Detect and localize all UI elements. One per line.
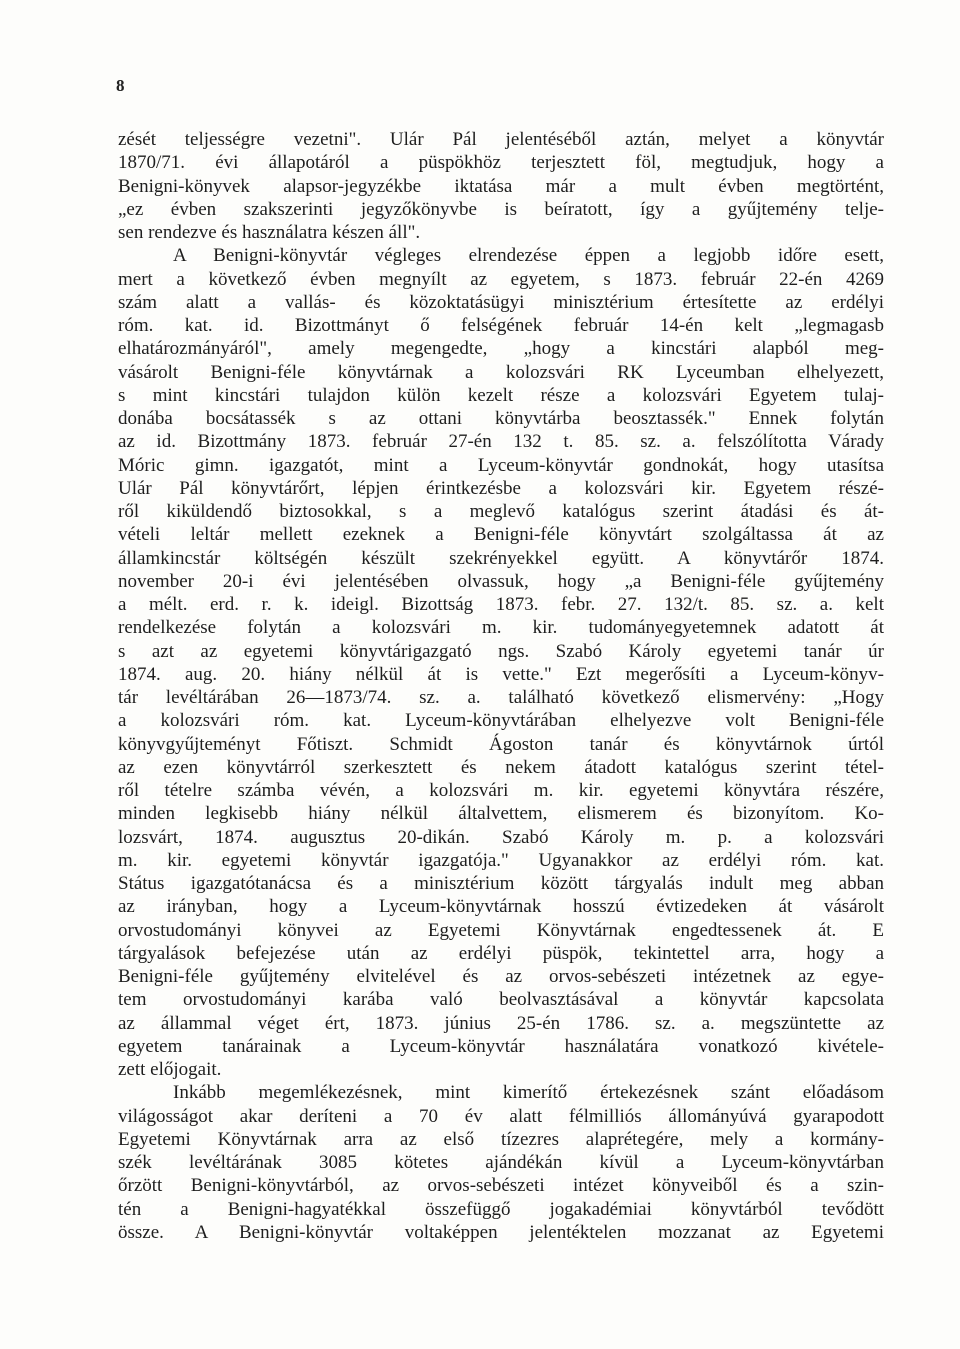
text-line: zett előjogait. — [118, 1059, 222, 1080]
text-line: Inkább megemlékezésnek, mint kimerítő értekezésnek szánt előadásom — [173, 1082, 884, 1104]
text-line: az állammal véget ért, 1873. június 25-én 1786. sz. a. megszüntette az — [118, 1012, 884, 1034]
text-line: az irányban, hogy a Lyceum-könyvtárnak hosszú évtizedeken át vásárolt — [118, 896, 884, 918]
text-line: össze. A Benigni-könyvtár voltaképpen jelentéktelen mozzanat az Egyetemi — [118, 1221, 884, 1243]
text-line: vételi leltár mellett ezeknek a Benigni-féle könyvtárt szolgáltassa át az — [118, 524, 884, 546]
text-line: m. kir. egyetemi könyvtár igazgatója." Ugyanakkor az erdélyi róm. kat. — [118, 849, 884, 871]
text-line: ről kiküldendő biztosokkal, s a meglevő katalógus szerint átadási és át- — [118, 501, 884, 522]
text-line: vásárolt Benigni-féle könyvtárnak a kolozsvári RK Lyceumban elhelyezett, — [118, 361, 884, 383]
text-line: ről tételre számba vévén, a kolozsvári m. kir. egyetemi könyvtára részére, — [118, 780, 884, 801]
text-line: november 20-i évi jelentésében olvassuk, hogy „a Benigni-féle gyűjtemény — [118, 570, 884, 592]
text-line: sen rendezve és használatra készen áll". — [118, 222, 421, 243]
text-line: róm. kat. id. Bizottmányt ő felségének február 14-én kelt „legmagasb — [118, 315, 884, 336]
text-line: Benigni-féle gyűjtemény elvitelével és az orvos-sebészeti intézetnek az egye- — [118, 966, 884, 987]
text-line: lozsvárt, 1874. augusztus 20-dikán. Szabó Károly m. p. a kolozsvári — [118, 826, 884, 848]
text-line: donába bocsátassék s az ottani könyvtárba beosztassék." Ennek folytán — [118, 408, 884, 429]
text-line: a mélt. erd. r. k. ideigl. Bizottság 1873. febr. 27. 132/t. 85. sz. a. kelt — [118, 594, 884, 615]
text-line: az id. Bizottmány 1873. február 27-én 132 t. 85. sz. a. felszólította Várady — [118, 431, 884, 453]
text-line: A Benigni-könyvtár végleges elrendezése éppen a legjobb időre esett, — [173, 245, 884, 267]
text-line: Móric gimn. igazgatót, mint a Lyceum-könyvtár gondnokát, hogy utasítsa — [118, 454, 884, 476]
text-line: rendelkezése folytán a kolozsvári m. kir. tudományegyetemnek adatott át — [118, 617, 884, 639]
text-line: Egyetemi Könyvtárnak arra az első tízezres alaprétegére, mely a kormány- — [118, 1128, 884, 1150]
text-line: az ezen könyvtárról szerkesztett és nekem átadott katalógus szerint tétel- — [118, 756, 884, 778]
text-line: egyetem tanárainak a Lyceum-könyvtár használatára vonatkozó kivétele- — [118, 1035, 884, 1057]
text-line: tén a Benigni-hagyatékkal összefüggő jogakadémiai könyvtárból tevődött — [118, 1198, 884, 1220]
text-line: Benigni-könyvek alapsor-jegyzékbe iktatása már a mult évben megtörtént, — [118, 175, 884, 197]
text-line: könyvgyűjteményt Főtiszt. Schmidt Ágoston tanár és könyvtárnok úrtól — [118, 733, 884, 755]
text-line: szék levéltárának 3085 kötetes ajándékán kívül a Lyceum-könyvtárban — [118, 1152, 884, 1173]
text-line: világosságot akar deríteni a 70 év alatt félmilliós állományúvá gyarapodott — [118, 1105, 884, 1127]
text-line: „ez évben szakszerinti jegyzőkönyvbe is beíratott, így a gyűjtemény telje- — [118, 198, 884, 220]
text-line: Ulár Pál könyvtárőrt, lépjen érintkezésbe a kolozsvári kir. Egyetem részé- — [118, 477, 884, 499]
page-number: 8 — [116, 76, 125, 95]
body-text — [118, 128, 884, 1244]
text-line: minden legkisebb hiány nélkül általvettem, elismerem és bizonyítom. Ko- — [118, 803, 884, 825]
text-line: elhatározmányáról", amely megengedte, „hogy a kincstári alapból meg- — [118, 338, 884, 360]
text-line: államkincstár költségén készült szekrényekkel együtt. A könyvtárőr 1874. — [118, 547, 884, 569]
text-line: tem orvostudományi karába való beolvasztásával a könyvtár kapcsolata — [118, 989, 884, 1011]
text-line: Státus igazgatótanácsa és a minisztérium között tárgyalás indult meg abban — [118, 873, 884, 894]
text-line: zését teljességre vezetni". Ulár Pál jelentéséből aztán, melyet a könyvtár — [118, 129, 884, 150]
text-line: mert a következő évben megnyílt az egyetem, s 1873. február 22-én 4269 — [118, 268, 884, 290]
text-line: őrzött Benigni-könyvtárból, az orvos-sebészeti intézet könyveiből és a szin- — [118, 1175, 884, 1197]
text-line: 1870/71. évi állapotáról a püspökhöz terjesztett föl, megtudjuk, hogy a — [118, 152, 884, 174]
text-line: s mint kincstári tulajdon külön kezelt része a kolozsvári Egyetem tulaj- — [118, 384, 884, 406]
text-line: szám alatt a vallás- és közoktatásügyi minisztérium értesítette az erdélyi — [118, 291, 884, 313]
text-line: orvostudományi könyvei az Egyetemi Könyvtárnak engedtessenek át. E — [118, 919, 884, 941]
text-line: 1874. aug. 20. hiány nélkül át is vette." Ezt megerősíti a Lyceum-könyv- — [118, 663, 884, 685]
text-line: tárgyalások befejezése után az erdélyi püspök, tekintettel arra, hogy a — [118, 942, 884, 964]
text-line: tár levéltárában 26—1873/74. sz. a. található következő elismervény: „Hogy — [118, 687, 884, 708]
text-line: a kolozsvári róm. kat. Lyceum-könyvtárában elhelyezve volt Benigni-féle — [118, 710, 884, 732]
text-line: s azt az egyetemi könyvtárigazgató ngs. Szabó Károly egyetemi tanár úr — [118, 640, 884, 662]
